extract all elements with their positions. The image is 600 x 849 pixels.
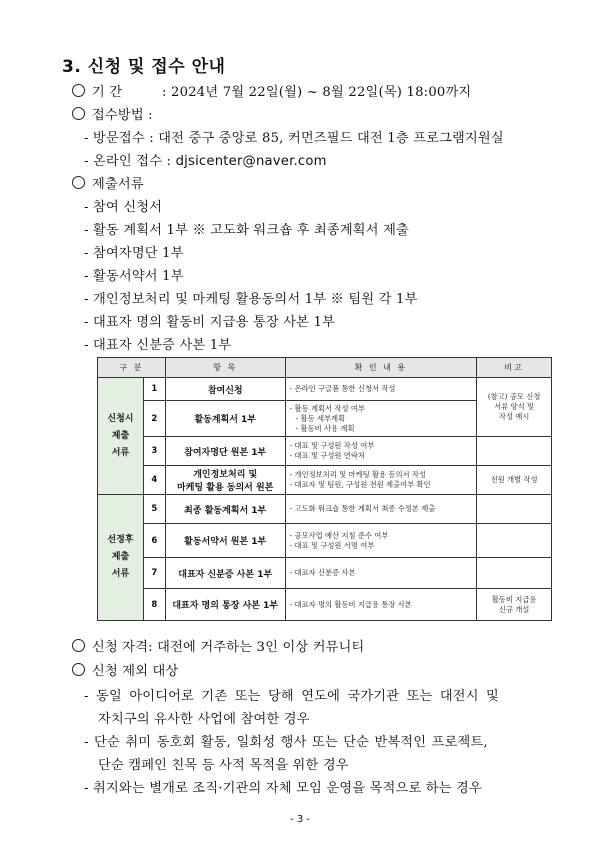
- page-number: - 3 -: [290, 814, 310, 825]
- period-label: 기 간: [92, 85, 123, 100]
- document-item: - 개인정보처리 및 마케팅 활용동의서 1부 ※ 팀원 각 1부: [84, 292, 418, 307]
- document-item: - 대표자 명의 활동비 지급용 통장 사본 1부: [84, 315, 336, 330]
- table-row: [98, 589, 552, 621]
- eligibility: 신청 자격: 대전에 거주하는 3인 이상 커뮤니티: [92, 640, 365, 655]
- exclusion-label: 신청 제외 대상: [92, 664, 179, 679]
- method-online-label: - 온라인 접수 :: [84, 154, 176, 169]
- method-online: [84, 150, 327, 169]
- row-note: [477, 524, 552, 558]
- row-desc: - 활동 계획서 작성 여부 - 활동 세부계획 - 활동비 사용 계획: [285, 401, 477, 437]
- circle-bullet-icon: [72, 176, 85, 189]
- table-row: [98, 524, 552, 558]
- period-value: : 2024년 7월 22일(월) ~ 8월 22일(목) 18:00까지: [162, 85, 472, 100]
- row-note: 전원 개별 작성: [477, 466, 552, 495]
- row-desc: - 개인정보처리 및 마케팅 활용 동의서 작성 - 대표자 및 팀원, 구성원 전원 제출여부 확인: [285, 466, 477, 495]
- circle-bullet-icon: [72, 84, 85, 97]
- row-number: 3: [143, 437, 165, 466]
- table-row: [98, 437, 552, 466]
- header-note: 비고: [477, 358, 552, 378]
- header-group: 구 분: [98, 358, 166, 378]
- exclusion-item: - 취지와는 별개로 조직·기관의 자체 모임 운영을 목적으로 하는 경우: [84, 781, 482, 796]
- table-row: [98, 558, 552, 589]
- document-item: - 참여 신청서: [84, 200, 163, 215]
- row-note: [477, 495, 552, 524]
- row-number: 7: [143, 558, 165, 589]
- exclusion-item-cont: 단순 캠페인 친목 등 사적 목적을 위한 경우: [98, 758, 349, 773]
- row-note: 활동비 지급용 신규 개설: [477, 589, 552, 621]
- section-title: 3. 신청 및 접수 안내: [62, 57, 226, 77]
- circle-bullet-icon: [72, 663, 85, 676]
- table-header-row: [98, 358, 552, 378]
- document-item: - 활동서약서 1부: [84, 269, 184, 284]
- method-visit: - 방문접수 : 대전 중구 중앙로 85, 커먼즈필드 대전 1층 프로그램지원실: [84, 131, 504, 146]
- row-number: 4: [143, 466, 165, 495]
- header-item: 항 목: [165, 358, 285, 378]
- row-desc: - 대표자 명의 활동비 지급용 통장 사본: [285, 589, 477, 621]
- group-application-docs: 신청시 제출 서류: [98, 378, 144, 495]
- row-item: 개인정보처리 및 마케팅 활용 동의서 원본: [165, 466, 285, 495]
- row-desc: - 대표 및 구성원 작성 여부 - 대표 및 구성원 연락처: [285, 437, 477, 466]
- row-item: 최종 활동계획서 1부: [165, 495, 285, 524]
- exclusion-item: - 동일 아이디어로 기존 또는 당해 연도에 국가기관 또는 대전시 및: [84, 689, 499, 704]
- method-label: 접수방법 :: [92, 108, 153, 123]
- row-item: 참여신청: [165, 378, 285, 401]
- table-row: [98, 495, 552, 524]
- group-post-selection-docs: 선정후 제출 서류: [98, 495, 144, 621]
- table-row: [98, 378, 552, 401]
- row-item: 대표자 신분증 사본 1부: [165, 558, 285, 589]
- row-number: 8: [143, 589, 165, 621]
- document-item: - 참여자명단 1부: [84, 246, 184, 261]
- row-item: 활동서약서 원본 1부: [165, 524, 285, 558]
- document-item: - 활동 계획서 1부 ※ 고도화 워크숍 후 최종계획서 제출: [84, 223, 409, 238]
- online-email: djsicenter@naver.com: [175, 154, 327, 169]
- circle-bullet-icon: [72, 107, 85, 120]
- row-number: 5: [143, 495, 165, 524]
- row-desc: - 온라인 구글폼 통한 신청서 작성: [285, 378, 477, 401]
- circle-bullet-icon: [72, 639, 85, 652]
- document-item: - 대표자 신분증 사본 1부: [84, 338, 232, 353]
- row-item: 참여자명단 원본 1부: [165, 437, 285, 466]
- table-row: [98, 466, 552, 495]
- documents-label: 제출서류: [92, 177, 144, 192]
- row-item: 활동계획서 1부: [165, 401, 285, 437]
- row-number: 1: [143, 378, 165, 401]
- exclusion-item: - 단순 취미 동호회 활동, 일회성 행사 또는 단순 반복적인 프로젝트,: [84, 735, 488, 750]
- row-note: (참고) 공모 신청 서류 양식 및 작성 예시: [477, 378, 552, 437]
- row-item: 대표자 명의 통장 사본 1부: [165, 589, 285, 621]
- exclusion-item-cont: 자치구의 유사한 사업에 참여한 경우: [98, 712, 310, 727]
- header-check: 확 인 내 용: [285, 358, 477, 378]
- row-desc: - 대표자 신분증 사본: [285, 558, 477, 589]
- row-desc: - 고도화 워크숍 통한 계획서 최종 수정본 제출: [285, 495, 477, 524]
- row-note: [477, 558, 552, 589]
- documents-table: [97, 357, 552, 621]
- row-number: 2: [143, 401, 165, 437]
- row-note: [477, 437, 552, 466]
- row-number: 6: [143, 524, 165, 558]
- row-desc: - 공모사업 예산 지침 준수 여부 - 대표 및 구성원 서명 여부: [285, 524, 477, 558]
